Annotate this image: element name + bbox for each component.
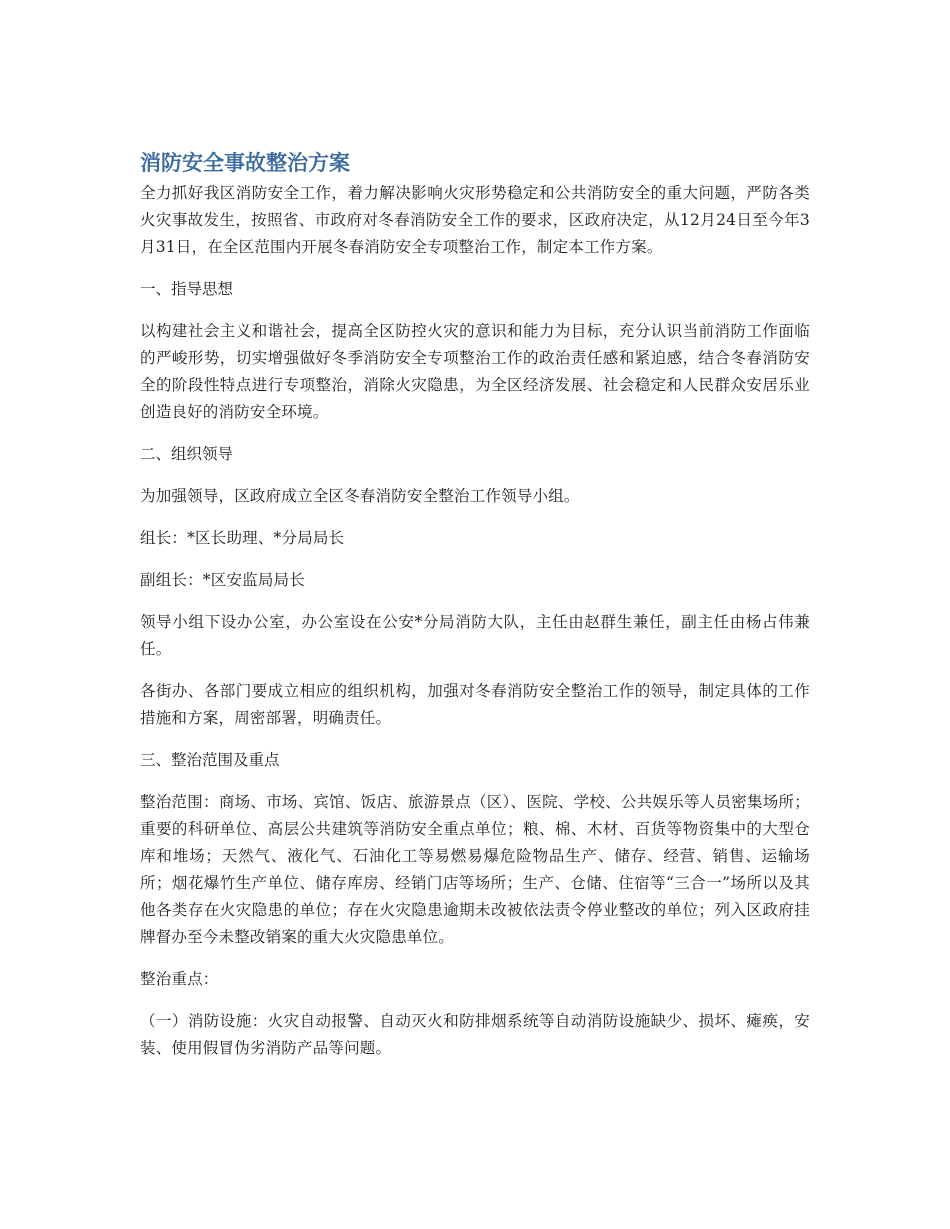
section-heading-scope: 三、整治范围及重点 <box>140 751 280 769</box>
team-leader-line: 组长：*区长助理、*分局局长 <box>140 529 345 547</box>
guiding-ideology-paragraph: 以构建社会主义和谐社会，提高全区防控火灾的意识和能力为目标，充分认识当前消防工作面临的严峻形势，切实增强做好冬季消防安全专项整治工作的政治责任感和紧迫感，结合冬春消防安全的阶段性特点进行专项整治，消除火灾隐患，为全区经济发展、社会稳定和人民群众安居乐业创造良好的消防安全环境。 <box>140 322 810 421</box>
focus-label: 整治重点： <box>140 970 219 988</box>
intro-paragraph: 全力抓好我区消防安全工作，着力解决影响火灾形势稳定和公共消防安全的重大问题，严防各类火灾事故发生，按照省、市政府对冬春消防安全工作的要求，区政府决定，从12月24日至今年3月31日，在全区范围内开展冬春消防安全专项整治工作，制定本工作方案。 <box>140 184 810 256</box>
departments-paragraph: 各街办、各部门要成立相应的组织机构，加强对冬春消防安全整治工作的领导，制定具体的工作措施和方案，周密部署，明确责任。 <box>140 682 810 727</box>
scope-paragraph: 整治范围：商场、市场、宾馆、饭店、旅游景点（区）、医院、学校、公共娱乐等人员密集场所；重要的科研单位、高层公共建筑等消防安全重点单位；粮、棉、木材、百货等物资集中的大型仓库和堆场；天然气、液化气、石油化工等易燃易爆危险物品生产、储存、经营、销售、运输场所；烟花爆竹生产单位、储存库房、经销门店等场所；生产、仓储、住宿等“三合一”场所以及其他各类存在火灾隐患的单位；存在火灾隐患逾期未改被依法责令停业整改的单位；列入区政府挂牌督办至今未整改销案的重大火灾隐患单位。 <box>140 793 810 946</box>
document-page <box>140 148 810 1077</box>
organization-paragraph: 为加强领导，区政府成立全区冬春消防安全整治工作领导小组。 <box>140 487 580 505</box>
section-heading-guiding-ideology: 一、指导思想 <box>140 280 234 298</box>
deputy-leader-line: 副组长：*区安监局局长 <box>140 571 305 589</box>
section-heading-organization: 二、组织领导 <box>140 445 234 463</box>
office-paragraph: 领导小组下设办公室，办公室设在公安*分局消防大队，主任由赵群生兼任，副主任由杨占伟兼任。 <box>140 613 810 658</box>
document-title: 消防安全事故整治方案 <box>140 151 350 175</box>
focus-item-1: （一）消防设施：火灾自动报警、自动灭火和防排烟系统等自动消防设施缺少、损坏、瘫痪，安装、使用假冒伪劣消防产品等问题。 <box>140 1012 810 1057</box>
